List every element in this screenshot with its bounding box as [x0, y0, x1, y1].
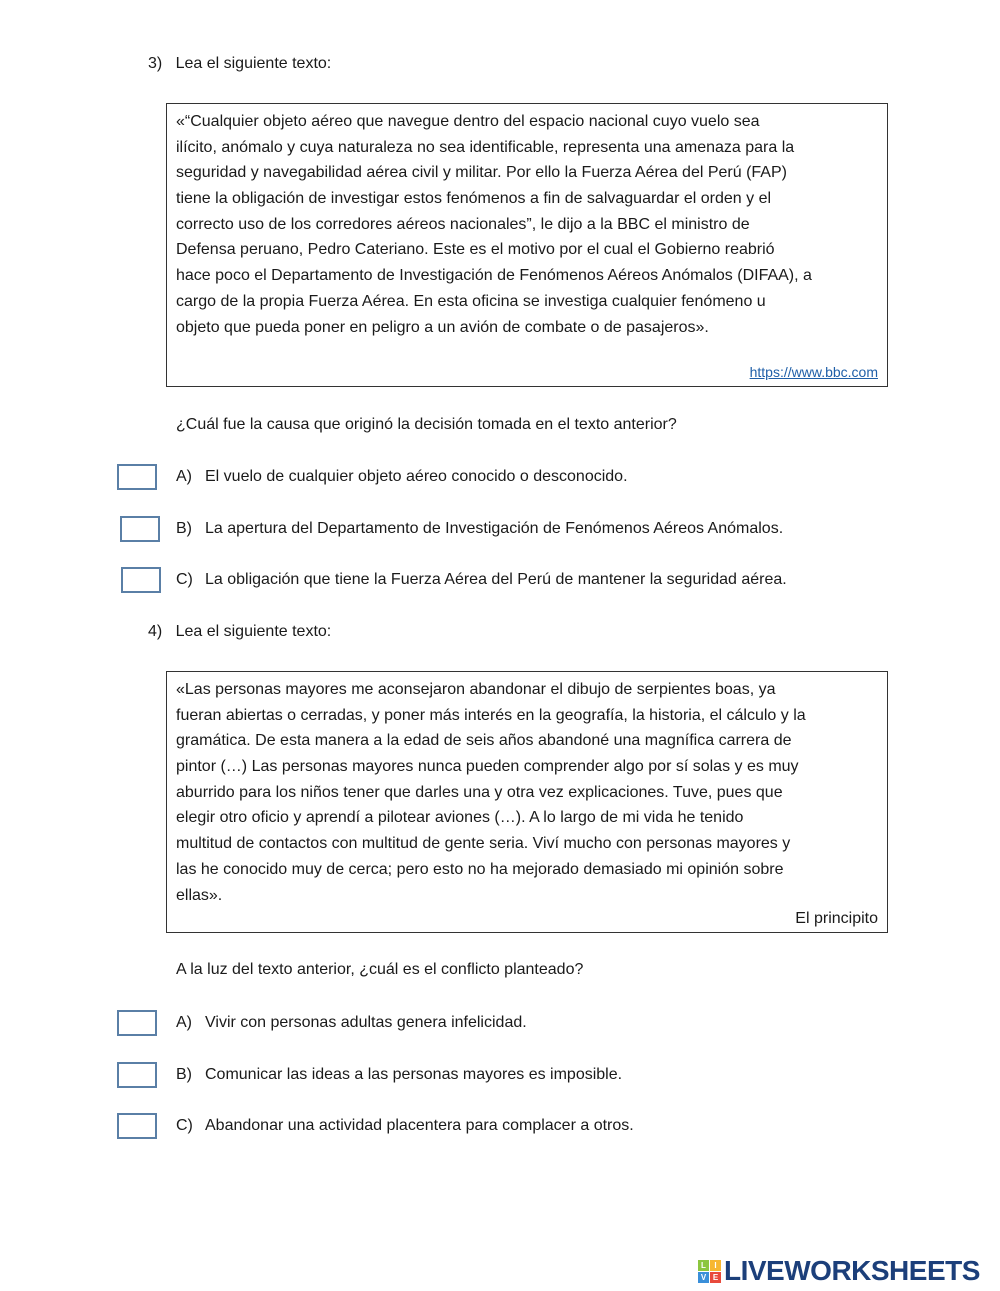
- option-letter: A): [176, 468, 192, 485]
- passage-line: Defensa peruano, Pedro Cateriano. Este es el motivo por el cual el Gobierno reabrió: [176, 241, 775, 259]
- q3-number: 3): [148, 55, 163, 72]
- option-letter: C): [176, 1117, 193, 1134]
- q3-option-c-checkbox[interactable]: [121, 567, 161, 593]
- q4-option-b: [176, 1065, 622, 1085]
- option-text: Comunicar las ideas a las personas mayores es imposible.: [205, 1066, 623, 1083]
- passage-line: multitud de contactos con multitud de gente seria. Viví mucho con personas mayores y: [176, 835, 791, 853]
- passage-line: gramática. De esta manera a la edad de seis años abandoné una magnífica carrera de: [176, 732, 792, 750]
- passage-line: seguridad y navegabilidad aérea civil y militar. Por ello la Fuerza Aérea del Perú (FAP): [176, 164, 787, 182]
- option-letter: C): [176, 571, 193, 588]
- q4-question: A la luz del texto anterior, ¿cuál es el conflicto planteado?: [176, 961, 584, 978]
- q4-prompt: Lea el siguiente texto:: [175, 623, 332, 640]
- logo-tile: E: [710, 1272, 721, 1283]
- q4-passage-box: [166, 671, 888, 933]
- q4-option-c: [176, 1116, 634, 1136]
- passage-line: ilícito, anómalo y cuya naturaleza no sea identificable, representa una amenaza para la: [176, 138, 795, 156]
- passage-line: hace poco el Departamento de Investigación de Fenómenos Aéreos Anómalos (DIFAA), a: [176, 267, 812, 285]
- passage-line: tiene la obligación de investigar estos fenómenos a fin de salvaguardar el orden y el: [176, 190, 772, 208]
- q4-option-b-checkbox[interactable]: [117, 1062, 157, 1088]
- passage-line: «Las personas mayores me aconsejaron abandonar el dibujo de serpientes boas, ya: [176, 681, 776, 698]
- passage-line: cargo de la propia Fuerza Aérea. En esta oficina se investiga cualquier fenómeno u: [176, 292, 766, 310]
- passage-line: ellas».: [176, 886, 223, 904]
- passage-line: aburrido para los niños tener que darles una y otra vez explicaciones. Tuve, pues que: [176, 783, 783, 801]
- q3-option-b-checkbox[interactable]: [120, 516, 160, 542]
- option-letter: B): [176, 520, 192, 537]
- q3-option-a-checkbox[interactable]: [117, 464, 157, 490]
- q3-option-b: [176, 519, 783, 539]
- logo-tiles-icon: [698, 1260, 721, 1283]
- q3-option-c: [176, 570, 787, 590]
- passage-line: correcto uso de los corredores aéreos nacionales”, le dijo a la BBC el ministro de: [176, 215, 750, 233]
- passage-line: fueran abiertas o cerradas, y poner más interés en la geografía, la historia, el cálculo y la: [176, 706, 806, 724]
- q3-heading: [148, 54, 331, 74]
- source-attribution: El principito: [795, 910, 878, 927]
- passage-line: «“Cualquier objeto aéreo que navegue dentro del espacio nacional cuyo vuelo sea: [176, 113, 760, 130]
- option-text: El vuelo de cualquier objeto aéreo conocido o desconocido.: [205, 468, 628, 485]
- option-text: La apertura del Departamento de Investigación de Fenómenos Aéreos Anómalos.: [205, 520, 784, 537]
- q3-prompt: Lea el siguiente texto:: [175, 55, 332, 72]
- passage-line: objeto que pueda poner en peligro a un avión de combate o de pasajeros».: [176, 318, 709, 336]
- option-text: Abandonar una actividad placentera para complacer a otros.: [205, 1117, 634, 1134]
- q3-passage-box: [166, 103, 888, 387]
- option-text: La obligación que tiene la Fuerza Aérea del Perú de mantener la seguridad aérea.: [205, 571, 787, 588]
- option-letter: A): [176, 1014, 192, 1031]
- q3-question: ¿Cuál fue la causa que originó la decisión tomada en el texto anterior?: [176, 416, 677, 433]
- logo-tile: V: [698, 1272, 709, 1283]
- logo-tile: I: [710, 1260, 721, 1271]
- q4-number: 4): [148, 623, 163, 640]
- source-link[interactable]: https://www.bbc.com: [749, 364, 878, 380]
- option-text: Vivir con personas adultas genera infelicidad.: [205, 1014, 527, 1031]
- q3-option-a: [176, 467, 628, 487]
- q4-option-c-checkbox[interactable]: [117, 1113, 157, 1139]
- q4-option-a-checkbox[interactable]: [117, 1010, 157, 1036]
- passage-line: pintor (…) Las personas mayores nunca pueden comprender algo por sí solas y es muy: [176, 758, 799, 776]
- passage-line: las he conocido muy de cerca; pero esto no ha mejorado demasiado mi opinión sobre: [176, 860, 784, 878]
- option-letter: B): [176, 1066, 192, 1083]
- logo-text: LIVEWORKSHEETS: [724, 1255, 980, 1286]
- q4-option-a: [176, 1013, 527, 1033]
- logo-tile: L: [698, 1260, 709, 1271]
- passage-line: elegir otro oficio y aprendí a pilotear aviones (…). A lo largo de mi vida he tenido: [176, 809, 744, 827]
- liveworksheets-logo: [698, 1256, 980, 1286]
- q4-heading: [148, 622, 331, 642]
